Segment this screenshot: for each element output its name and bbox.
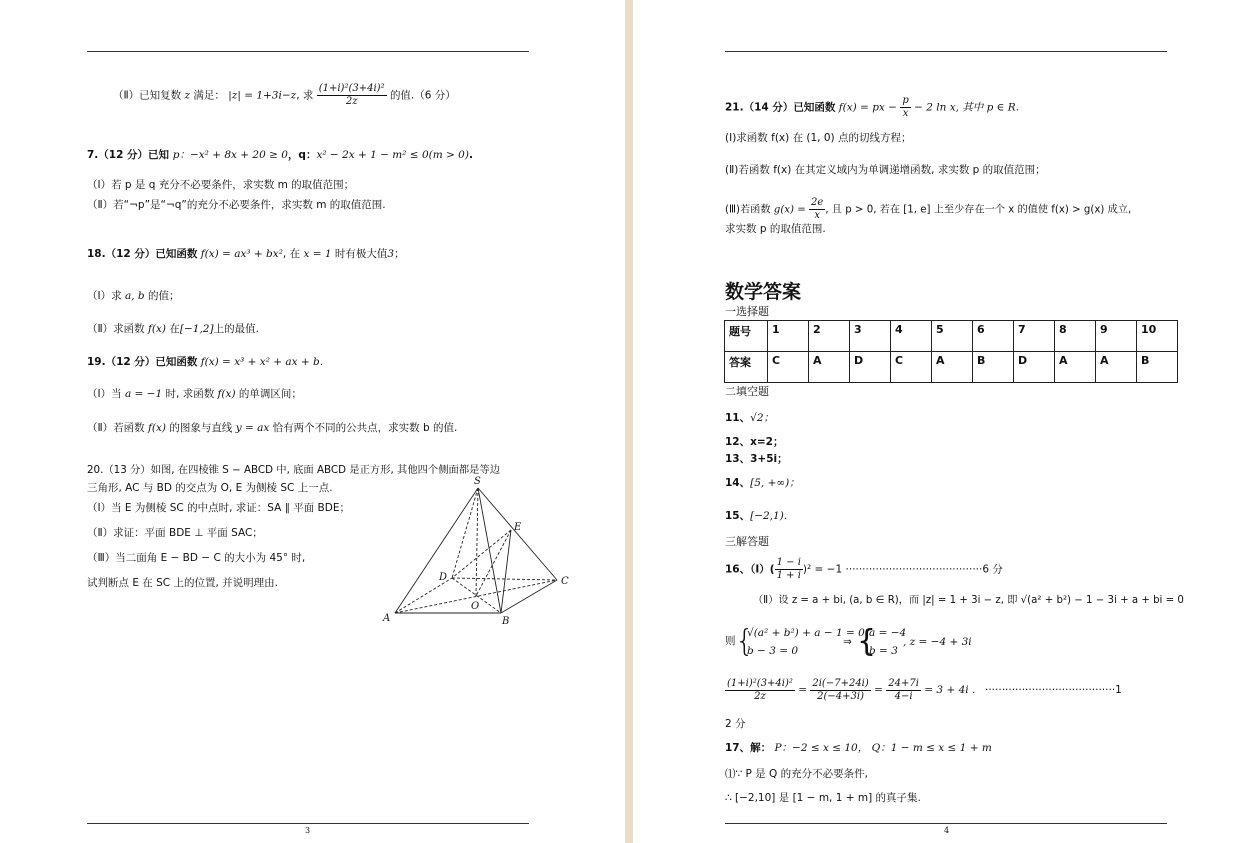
q17-part1: （Ⅰ）若 p 是 q 充分不必要条件，求实数 m 的取值范围； (87, 179, 355, 191)
dots-line: ·······································1 (985, 684, 1122, 696)
section-choice: 一选择题 (725, 305, 769, 318)
fraction: $\frac{\text{(1+i)²(3+4i)²}}{2z}$ (318, 83, 385, 107)
page-left (0, 0, 625, 843)
label-C: C (561, 576, 569, 587)
answer-16-part2: （Ⅱ）设 z = a + bi, (a, b ∈ R)，而 |z| = 1 + 3i − z, 即 √(a² + b²) − 1 − 3i + a + bi = 0 (753, 595, 1184, 606)
table-row (725, 352, 1178, 383)
row-head: 题号 (725, 321, 768, 352)
q21-head: 21.（14 分）已知函数 f(x) = px − $\frac{p}{x}$ − 2 ln x, 其中 p ∈ R. (725, 95, 1020, 119)
page-spine (625, 0, 633, 843)
label-A: A (383, 613, 391, 624)
fraction: $\frac{p}{x}$ (902, 95, 909, 119)
answer-17-l2: ∴ [−2,10] 是 [1 − m, 1 + m] 的真子集. (725, 792, 921, 804)
brace: { (857, 624, 877, 659)
q19-head: 19.（12 分）已知函数 f(x) = x³ + x² + ax + b. (87, 356, 324, 368)
q18-part2: （Ⅱ）求函数 f(x) 在[−1,2]上的最值. (87, 323, 259, 335)
fraction: $\frac{2i(-7+24i)}{2(-4+3i)}$ (812, 677, 869, 702)
label-B: B (502, 616, 510, 627)
fraction: $\frac{1 - i}{1 + i}$ (776, 557, 801, 581)
table-cell: 9 (1096, 321, 1137, 352)
q17-part2: （Ⅱ）若“¬p”是“¬q”的充分不必要条件，求实数 m 的取值范围. (87, 199, 386, 211)
q19-part2: （Ⅱ）若函数 f(x) 的图象与直线 y = ax 恰有两个不同的公共点，求实数 b 的值. (87, 422, 458, 434)
table-cell: C (768, 352, 809, 383)
table-cell: C (891, 352, 932, 383)
fraction: $\frac{2e}{x}$ (811, 197, 824, 221)
q20-part2: （Ⅱ）求证：平面 BDE ⊥ 平面 SAC； (87, 527, 263, 539)
q20-part3b: 试判断点 E 在 SC 上的位置, 并说明理由. (87, 577, 278, 589)
brace: { (735, 624, 755, 659)
table-cell: 3 (850, 321, 891, 352)
q18-part1: （Ⅰ）求 a, b 的值； (87, 290, 180, 302)
q20-line1: 20.（13 分）如图, 在四棱锥 S − ABCD 中, 底面 ABCD 是正方形, 其他四个侧面都是等边 (87, 464, 501, 476)
q19-part1: （Ⅰ）当 a = −1 时, 求函数 f(x) 的单调区间； (87, 388, 302, 400)
q20-part1: （Ⅰ）当 E 为侧棱 SC 的中点时, 求证：SA ∥ 平面 BDE； (87, 502, 350, 514)
section-solve: 三解答题 (725, 535, 769, 548)
section-fill: 二填空题 (725, 385, 769, 398)
table-cell: 6 (973, 321, 1014, 352)
answer-12: 12、x=2； (725, 436, 784, 448)
table-cell: 4 (891, 321, 932, 352)
table-cell: A (809, 352, 850, 383)
label-O: O (471, 601, 480, 612)
answer-17-head: 17、解： P：−2 ≤ x ≤ 10， Q：1 − m ≤ x ≤ 1 + m (725, 742, 992, 754)
answer-17-l1: ⑴∵ P 是 Q 的充分不必要条件, (725, 768, 868, 780)
answer-16-score: 2 分 (725, 718, 746, 730)
page-number: 4 (944, 826, 950, 835)
q21-part1: (Ⅰ)求函数 f(x) 在 (1, 0) 点的切线方程； (725, 132, 912, 144)
answer-table (724, 320, 1178, 383)
table-cell: 1 (768, 321, 809, 352)
header-rule (87, 51, 529, 52)
table-cell: D (850, 352, 891, 383)
label-E: E (514, 522, 522, 533)
label-S: S (474, 476, 481, 487)
fraction: $\frac{\text{(1+i)²(3+4i)²}}{2z}$ (727, 677, 793, 702)
table-cell: 2 (809, 321, 850, 352)
answer-13: 13、3+5i； (725, 453, 788, 465)
fraction: $\frac{24+7i}{4-i}$ (888, 677, 919, 702)
answers-title: 数学答案 (725, 281, 802, 303)
q21-part2: (Ⅱ)若函数 f(x) 在其定义域内为单调递增函数, 求实数 p 的取值范围； (725, 164, 1046, 176)
table-cell: B (1137, 352, 1178, 383)
q21-part3b: 求实数 p 的取值范围. (725, 223, 826, 235)
answer-15: 15、[−2,1). (725, 510, 788, 522)
answer-16-calc: $\frac{\text{(1+i)²(3+4i)²}}{2z}$ = $\frac{2i(-7+24i)}{2(-4+3i)}$ = $\frac{24+7i}{4-i}$ = 3 + 4i . (727, 677, 976, 702)
page-number: 3 (305, 826, 311, 835)
table-cell: A (1055, 352, 1096, 383)
page-right: 21.（14 分）已知函数 f(x) = px − $\frac{p}{x}$ − 2 ln x, 其中 p ∈ R. (Ⅰ)求函数 f(x) 在 (1, 0) 点的切线方程； (Ⅱ)若函数 f(x) 在其定义域内为单调递增函数, 求实数 p 的取值范围； (Ⅲ)若函数 g(x) = $\frac{2e}{x}$ , 且 p > 0, 若在 [1, e] 上至少存在一个 x 的值使 f(x) > g(x) 成立, 求实数 p 的取值范围. 数学答案 一选择题 题号 1 2 3 4 5 6 7 8 9 10 答案 C A D C A B D A A B 二填空题 11、√2； 12、x=2； 13、3+5i； 14、[5, +∞)； 15、[−2,1). 三解答题 16、（Ⅰ）( $\frac{1 - i}{1 + i}$ )² = −1 ·········································6 分 （Ⅱ）设 z = a + bi, (a, b ∈ R)，而 |z| = 1 + 3i − z, 即 √(a² + b²) − 1 − 3i + a + bi = 0 则 { √(a² + b²) + a − 1 = 0 b − 3 = 0 ⇒ { a = −4 b = 3 , z = −4 + 3i $\frac{\text{(1+i)²(3+4i)²}}{2z}$ = $\frac{2i(-7+24i)}{2(-4+3i)}$ = $\frac{24+7i}{4-i}$ = 3 + 4i . ·······································1 2 分 17、解： P：−2 ≤ x ≤ 10， Q：1 − m ≤ x ≤ 1 + m ⑴∵ P 是 Q 的充分不必要条件, ∴ [−2,10] 是 [1 − m, 1 + m] 的真子集. 4 (633, 0, 1260, 843)
header-rule (725, 51, 1167, 52)
table-row (725, 321, 1178, 352)
q21-part3: (Ⅲ)若函数 g(x) = $\frac{2e}{x}$ , 且 p > 0, 若在 [1, e] 上至少存在一个 x 的值使 f(x) > g(x) 成立, (725, 197, 1132, 221)
table-cell: A (932, 352, 973, 383)
table-cell: A (1096, 352, 1137, 383)
table-cell: B (973, 352, 1014, 383)
pyramid-figure (375, 472, 575, 632)
table-cell: 10 (1137, 321, 1178, 352)
table-cell: 7 (1014, 321, 1055, 352)
q6-part2: （Ⅱ）已知复数 z 满足： |z| = 1+3i−z, 求 $\frac{\text{(1+i)²(3+4i)²}}{2z}$ 的值.（6 分） (113, 83, 456, 107)
footer-rule (87, 823, 529, 824)
table-cell: D (1014, 352, 1055, 383)
footer-rule (725, 823, 1167, 824)
answer-16-part1: 16、（Ⅰ）( $\frac{1 - i}{1 + i}$ )² = −1 ·········································6 分 (725, 557, 1003, 581)
table-cell: 5 (932, 321, 973, 352)
label-D: D (439, 572, 448, 583)
q18-head: 18.（12 分）已知函数 f(x) = ax³ + bx², 在 x = 1 时有极大值3； (87, 248, 405, 260)
answer-14: 14、[5, +∞)； (725, 477, 800, 489)
q20-part3: （Ⅲ）当二面角 E − BD − C 的大小为 45° 时, (87, 552, 306, 564)
q20-line2: 三角形, AC 与 BD 的交点为 O, E 为侧棱 SC 上一点. (87, 482, 333, 494)
row-head: 答案 (725, 352, 768, 383)
q17-head: 7.（12 分）已知 p：−x² + 8x + 20 ≥ 0，q：x² − 2x + 1 − m² ≤ 0(m > 0). (87, 149, 473, 161)
table-cell: 8 (1055, 321, 1096, 352)
answer-11: 11、√2； (725, 412, 774, 424)
